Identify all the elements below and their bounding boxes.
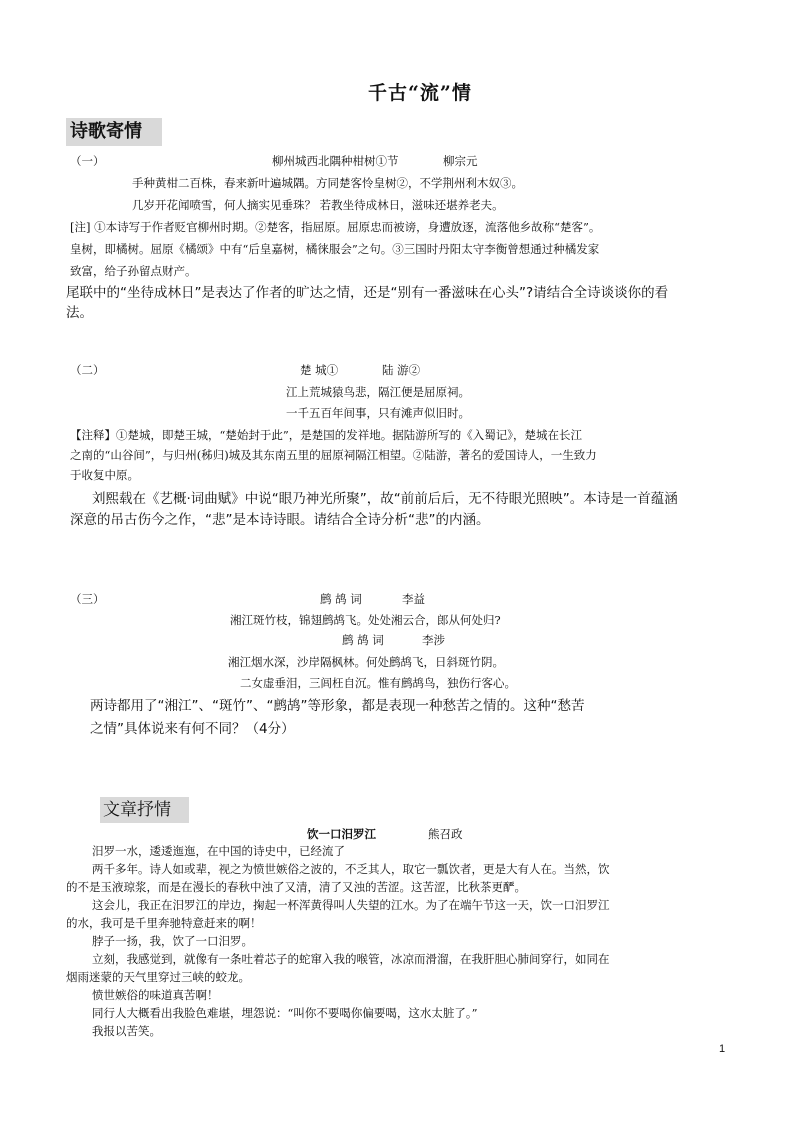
poem2-title: 楚 城① [300,363,339,377]
poem2-note: 之南的“山谷间”，与归州(秭归)城及其东南五里的屈原祠隔江相望。②陆游，著名的爱国诗人，一生致力 [70,448,597,462]
poem3-question: 两诗都用了“湘江”、“斑竹”、“鹧鸪”等形象，都是表现一种愁苦之情的。这种“愁苦 [90,698,585,714]
poem2-label: （二） [70,363,105,377]
poem1-note: 致富，给子孙留点财产。 [70,264,197,278]
poem1-label: （一） [70,154,105,168]
poem2-question: 刘熙载在《艺概·词曲赋》中说“眼乃神光所聚”，故“前前后后，无不待眼光照映”。本诗是一首蕴涵 [92,491,678,507]
essay-title: 饮一口汨罗江 [307,827,376,841]
essay-line: 的不是玉液琼浆，而是在漫长的春秋中浊了又清，清了又浊的苦涩。这苦涩，比秋茶更酽。 [66,880,526,894]
poem3b-line: 湘江烟水深，沙岸隔枫林。何处鹧鸪飞，日斜斑竹阴。 [228,655,504,669]
essay-line: 汨罗一水，逶逶迤迤，在中国的诗史中，已经流了 [92,844,345,858]
page-title: 千古“流”情 [368,82,472,104]
poem1-line: 手种黄柑二百株，春来新叶遍城隅。方同楚客怜皇树②，不学荆州利木奴③。 [132,176,523,190]
poem1-question: 尾联中的“坐待成林日”是表达了作者的旷达之情，还是“别有一番滋味在心头”?请结合全诗谈谈你的看 [66,285,669,301]
poem3b-title: 鹧 鸪 词 [342,633,384,647]
poem3-label: （三） [70,592,105,606]
poem1-note: 皇树，即橘树。屈原《橘颂》中有“后皇嘉树，橘徕服会”之句。③三国时丹阳太守李衡曾想通过种橘发家 [70,242,600,256]
poem1-author: 柳宗元 [443,154,478,168]
poem3a-author: 李益 [402,592,425,606]
essay-line: 立刻，我感觉到，就像有一条吐着芯子的蛇窜入我的喉管，冰凉而滑溜，在我肝胆心肺间穿行，如同在 [92,952,610,966]
poem2-note: 于收复中原。 [70,468,139,482]
section-heading-poetry: 诗歌寄情 [66,118,162,146]
poem3a-title: 鹧 鸪 词 [320,592,362,606]
poem2-note: 【注释】①楚城，即楚王城，“楚始封于此”，是楚国的发祥地。据陆游所写的《入蜀记》，楚城在长江 [70,428,583,442]
essay-line: 两千多年。诗人如或辈，视之为愤世嫉俗之波的，不乏其人，取它一瓢饮者，更是大有人在。当然，饮 [92,862,610,876]
essay-line: 我报以苦笑。 [92,1024,161,1038]
poem2-line: 一千五百年间事，只有滩声似旧时。 [286,406,470,420]
poem2-line: 江上荒城猿鸟悲，隔江便是屈原祠。 [286,385,470,399]
poem1-title: 柳州城西北隅种柑树①节 [272,154,399,168]
essay-line: 同行人大概看出我脸色难堪，埋怨说：“叫你不要喝你偏要喝，这水太脏了。” [92,1006,478,1020]
poem1-line: 几岁开花闻喷雪，何人摘实见垂珠？ 若教坐待成林日，滋味还堪养老夫。 [132,198,504,212]
poem1-note: [注] ①本诗写于作者贬官柳州时期。②楚客，指屈原。屈原忠而被谤，身遭放逐，流落他乡故称“楚客”。 [70,220,601,234]
poem3a-line: 湘江斑竹枝，锦翅鹧鸪飞。处处湘云合，郎从何处归? [230,613,501,627]
essay-line: 的水，我可是千里奔驰特意赶来的啊！ [66,916,262,930]
essay-line: 脖子一扬，我，饮了一口汨罗。 [92,934,253,948]
poem3b-line: 二女虚垂泪，三闾枉自沉。惟有鹧鸪鸟，独伤行客心。 [240,676,516,690]
essay-line: 愤世嫉俗的味道真苦啊！ [92,988,219,1002]
poem3-question: 之情”具体说来有何不同？（4分） [90,721,295,737]
poem1-question: 法。 [66,305,93,321]
page-number: 1 [719,1043,726,1055]
section-heading-prose: 文章抒情 [100,797,189,823]
poem2-author: 陆 游② [382,363,421,377]
essay-line: 这会儿，我正在汨罗江的岸边，掬起一杯浑黄得叫人失望的江水。为了在端午节这一天，饮一口汨罗江 [92,898,610,912]
poem3b-author: 李涉 [422,633,445,647]
essay-author: 熊召政 [428,827,463,841]
poem2-question: 深意的吊古伤今之作，“悲”是本诗诗眼。请结合全诗分析“悲”的内涵。 [70,512,490,528]
essay-line: 烟雨迷蒙的天气里穿过三峡的蛟龙。 [66,970,250,984]
